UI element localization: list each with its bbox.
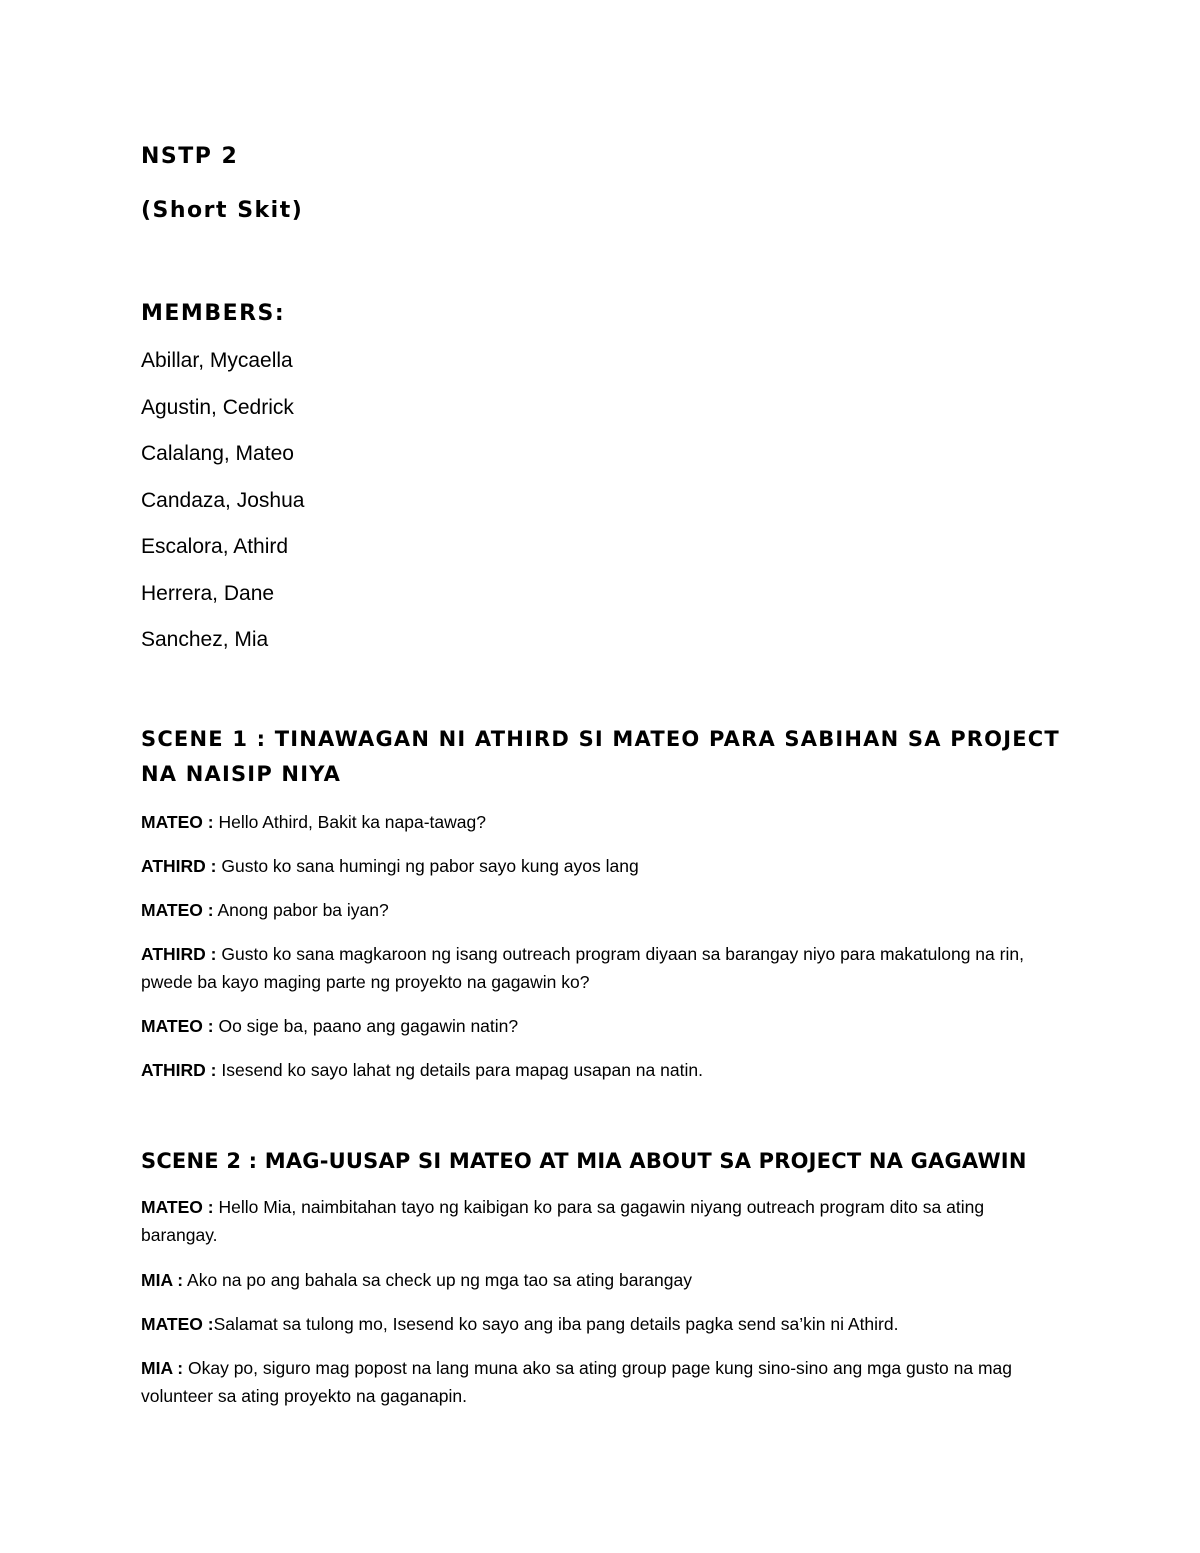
dialogue-line xyxy=(141,1012,1061,1040)
dialogue-line xyxy=(141,940,1061,996)
dialogue-text: Anong pabor ba iyan? xyxy=(213,900,389,920)
member-name: Calalang, Mateo xyxy=(141,442,294,465)
dialogue-text: Ako na po ang bahala sa check up ng mga tao sa ating barangay xyxy=(183,1270,692,1290)
dialogue-line xyxy=(141,808,1061,836)
member-name: Agustin, Cedrick xyxy=(141,396,294,419)
speaker-label: MATEO : xyxy=(141,1016,214,1036)
member-name: Herrera, Dane xyxy=(141,582,275,605)
member-name: Candaza, Joshua xyxy=(141,489,305,512)
dialogue-text: Okay po, siguro mag popost na lang muna ako sa ating group page kung sino-sino ang mga gusto na mag volunteer sa ating proyekto na gaganapin. xyxy=(141,1358,1012,1406)
dialogue-text: Oo sige ba, paano ang gagawin natin? xyxy=(213,1016,519,1036)
dialogue-line xyxy=(141,1310,1061,1338)
dialogue-line xyxy=(141,1354,1061,1410)
document-subtitle: (Short Skit) xyxy=(141,198,304,223)
dialogue-text: Gusto ko sana humingi ng pabor sayo kung ayos lang xyxy=(216,856,639,876)
dialogue-text: Isesend ko sayo lahat ng details para mapag usapan na natin. xyxy=(216,1060,703,1080)
dialogue-text: Hello Mia, naimbitahan tayo ng kaibigan ko para sa gagawin niyang outreach program dito sa ating barangay. xyxy=(141,1197,985,1245)
dialogue-line xyxy=(141,896,1061,924)
dialogue-line xyxy=(141,1056,1061,1084)
speaker-label: MIA : xyxy=(141,1358,184,1378)
speaker-label: MATEO : xyxy=(141,1197,214,1217)
document-title: NSTP 2 xyxy=(141,144,239,169)
dialogue-line xyxy=(141,1266,1061,1294)
dialogue-text: Hello Athird, Bakit ka napa-tawag? xyxy=(213,812,486,832)
member-name: Escalora, Athird xyxy=(141,535,289,558)
dialogue-text: Salamat sa tulong mo, Isesend ko sayo ang iba pang details pagka send sa’kin ni Athird. xyxy=(213,1314,899,1334)
speaker-label: ATHIRD : xyxy=(141,944,217,964)
speaker-label: MATEO : xyxy=(141,812,214,832)
speaker-label: MATEO : xyxy=(141,1314,214,1334)
member-name: Abillar, Mycaella xyxy=(141,349,293,372)
dialogue-text: Gusto ko sana magkaroon ng isang outreach program diyaan sa barangay niyo para makatulong na rin, pwede ba kayo maging parte ng proyekto na gagawin ko? xyxy=(141,944,1024,992)
speaker-label: ATHIRD : xyxy=(141,856,217,876)
members-heading: MEMBERS: xyxy=(141,301,286,326)
dialogue-line xyxy=(141,1193,1061,1249)
member-name: Sanchez, Mia xyxy=(141,628,269,651)
scene-1-title: SCENE 1 : TINAWAGAN NI ATHIRD SI MATEO PARA SABIHAN SA PROJECT NA NAISIP NIYA xyxy=(141,727,1060,786)
speaker-label: ATHIRD : xyxy=(141,1060,217,1080)
scene-2-title: SCENE 2 : MAG-UUSAP SI MATEO AT MIA ABOUT SA PROJECT NA GAGAWIN xyxy=(141,1149,1027,1173)
speaker-label: MATEO : xyxy=(141,900,214,920)
speaker-label: MIA : xyxy=(141,1270,184,1290)
dialogue-line xyxy=(141,852,1061,880)
